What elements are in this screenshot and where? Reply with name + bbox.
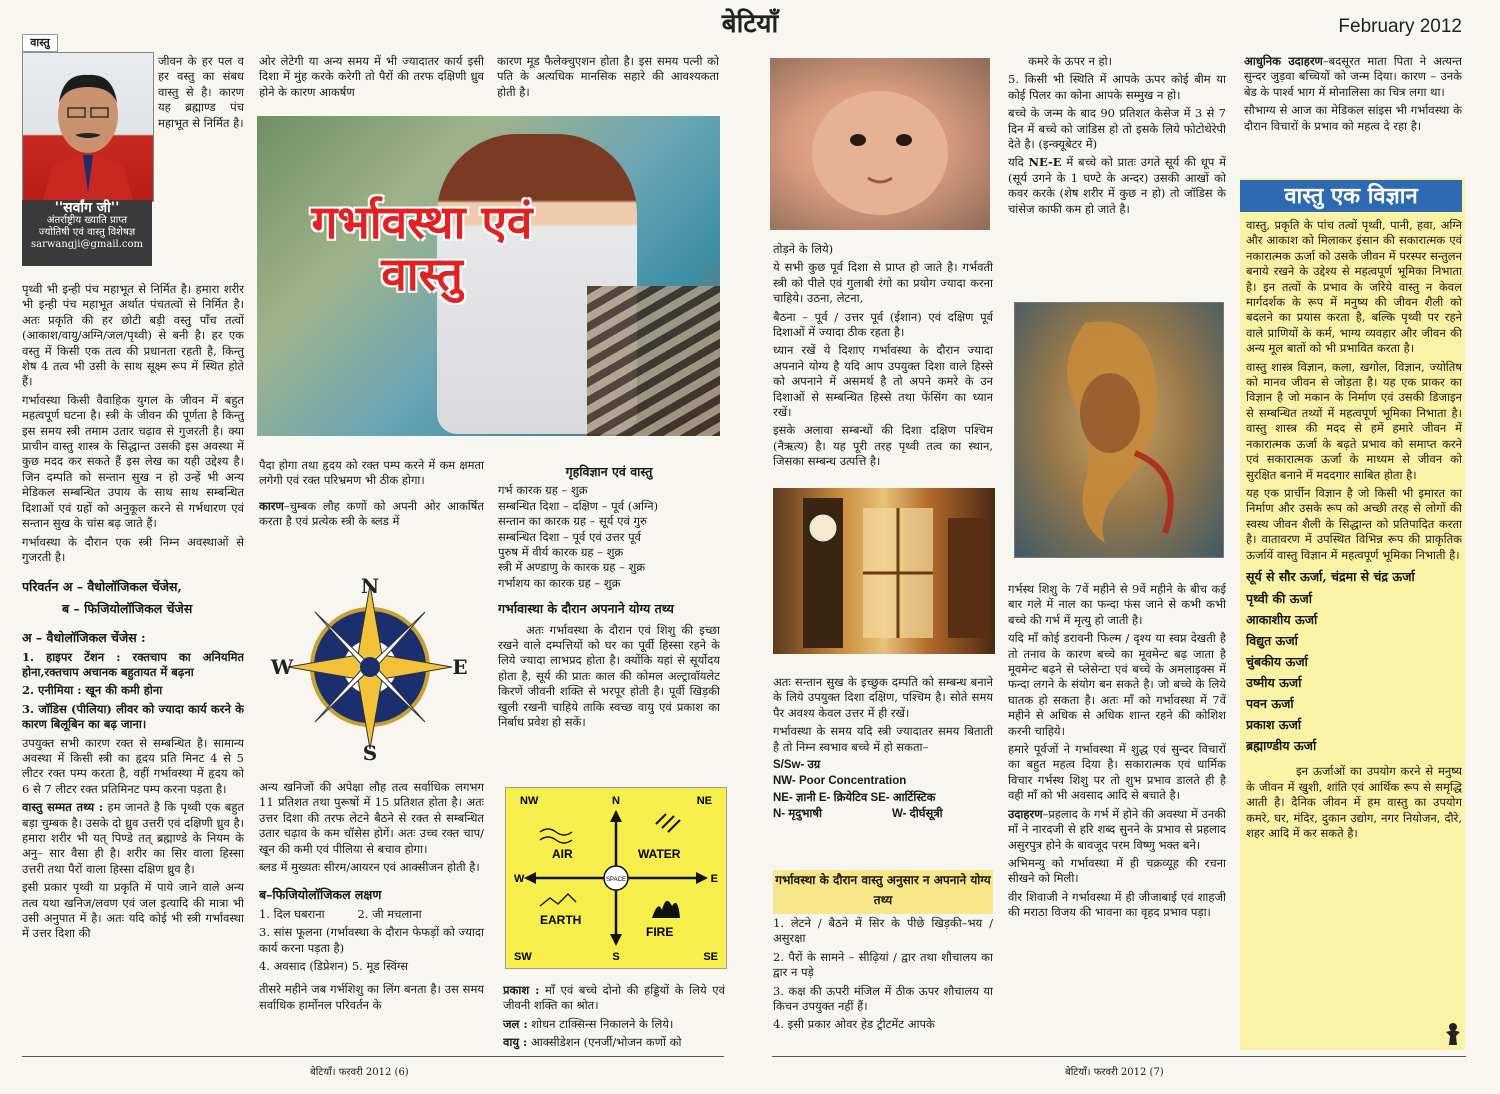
list-item: 2. एनीमिया : खून की कमी होना [22,683,163,698]
paragraph: वास्तु, प्रकृति के पांच तत्वों पृथ्वी, पानी, हवा, अग्नि और आकाश को मिलाकर इंसान की सकारात्मक एवं नकारात्मक ऊर्जा को उसके जीवन में परस्पर सन्तुलन बनाये रखने के उद्देश्य से महत्वपूर्ण भूमिका निभाता है। इन तत्वों के प्रभाव के जरिये वास्तु न केवल मार्गदर्शक के रूप में मनुष्य की जीवन शैली को बदलने का प्रयास करता है, बल्कि पृथ्वी पर रहने वाले प्राणियों के कर्म, भाग्य व्यवहार और जीवन की अन्य मूल बातों को भी प्रभावित करता है। [1246,218,1462,356]
trait-line [773,807,993,822]
list-item: 5. किसी भी स्थिति में आपके ऊपर कोई बीम या कोई पिलर का कोना आपके सम्मुख न हो। [1008,72,1226,102]
paragraph: गर्भावस्था के दौरान एक स्त्री निम्न अवस्थाओं से गुजरती है। [22,534,244,564]
paragraph: बच्चे के जन्म के बाद 90 प्रतिशत केसेज में 3 से 7 दिन में बच्चे को जांडिस हो तो इसके लिये फोटोथेरेपी देते है। (इन्क्यूबेटर में) [1008,106,1226,152]
paragraph: हमारे पूर्वजों ने गर्भावस्था में शुद्ध एवं सुन्दर विचारों का बहुत महत्व दिया है। सकारात्मक एवं धार्मिक विचार गर्भस्थ शिशु पर तो शुभ प्रभाव डालते ही है वही माँ को भी अवसाद आदि से बचाते है। [1008,742,1226,803]
subheading: ब–फिजियोलॉजिकल लक्षण [259,887,382,903]
inline-label: वास्तु सम्मत तथ्य : [22,800,104,815]
list-item: पृथ्वी की ऊर्जा [1246,591,1312,607]
paragraph: गर्भस्थ शिशु के 7वें महीने से 9वें महीने के बीच कई बार गले में नाल का फन्दा फंस जाने से कभी कभी बच्चे की गर्भ में मृत्यु हो जाती है। [1008,582,1226,627]
fetus-art-icon [1015,303,1223,557]
column-3a [498,458,720,784]
trait-n: N- मृदुभाषी [773,808,823,821]
baby-face-icon [770,58,990,230]
paragraph: ओर लेटेगी या अन्य समय में भी ज्यादातर कार्य इसी दिशा में मुंह करके करेगी तो पैरों की तरफ दक्षिणी ध्रुव होने के कारण आकर्षण [259,54,484,99]
col3-top [497,54,719,114]
dir-ne: NE [696,795,712,807]
footer-rule-left [22,1056,724,1057]
title-line-1: गर्भावस्था एवं [311,195,533,249]
inline-label: आधुनिक उदाहरण [1244,54,1323,68]
paragraph: यदि माँ कोई डरावनी फिल्म / दृश्य या स्वप्न देखती है तो तनाव के कारण बच्चे का मूवमेन्ट बढ़ जाता है मूवमेन्ट बढ़ने से प्लेसेन्टा एवं बच्चे के अमलाइक्स में फन्दा लगने के संयोग बन सकते है। जो बच्चे के लिये घातक हो सकता है। अतः माँ को गर्भावस्था में 7वें महीने से अधिक से अधिक शान्त रहने की कोशिश करनी चाहिये। [1008,631,1226,738]
paragraph: इन ऊर्जाओं का उपयोग करने से मनुष्य के जीवन में खुशी, शांति एवं आर्थिक रूप से समृद्धि आती है। दैनिक जीवन में हम वास्तु का उपयोग कमरे, घर, मंदिर, दुकान उद्योग, नगर नियोजन, दौरे, शहर आदि में कर सकते है। [1246,764,1462,840]
inline-text: माँ एवं बच्चे दोनो की हड्डियों के लिये एवं जीवनी शक्ति का श्रोत। [503,983,725,1013]
direction-chart-icon [506,788,726,968]
inline-text: –प्रहलाद के गर्भ में होने की अवस्था में उनकी माँ ने नारदजी से हरि शब्द सुनने के प्रभाव से प्रहलाद असुरपुत्र होने के बावजूद परम विष्णु भक्त बने। [1008,806,1226,852]
article-title [262,196,582,300]
inline-label: उदाहरण [1008,806,1043,821]
dir-sw: SW [514,951,532,963]
list-item: गर्भ कारक ग्रह – शुक्र [498,483,588,498]
compass-rose [270,575,470,765]
fire-icon [652,901,680,918]
list-item: 3. कक्ष की ऊपरी मंजिल में ठीक ऊपर शौचालय या किचन उपयुक्त नहीं हैं। [773,983,993,1014]
inline-label: NE-E [1028,155,1062,170]
list-item: 1. लेटने / बैठने में सिर के पीछे खिड़की–भय / असुरक्षा [773,916,993,946]
trait-line: NW- Poor Concentration [773,775,907,788]
air-label: AIR [552,847,573,861]
paragraph: पैदा होगा तथा हृदय को रक्त पम्प करने में कम क्षमता लगेगी एवं रक्त परिभ्रमण भी ठीक होगा। [259,458,484,488]
list-item: 1. दिल घबराना 2. जी मचलाना [259,906,422,921]
paragraph [503,1017,725,1032]
dir-nw: NW [520,795,539,807]
water-label: WATER [638,847,681,861]
baby-photo [770,58,990,230]
subheading: ब – फिजियोलॉजिकल चेंजेस [62,600,193,616]
dir-n: N [612,795,620,807]
paragraph: तीसरे महीने जब गर्भशिशु का लिंग बनता है। उस समय सर्वाधिक हार्मोनल परिवर्तन के [259,982,484,1012]
column-4a [773,242,993,488]
inline-text: शोधन टाक्सिन्स निकालने के लिये। [527,1016,674,1031]
paragraph: तोड़ने के लिये) [773,242,834,256]
paragraph: गर्भावस्था के समय यदि स्त्री ज्यादातर समय बिताती है तो निम्न स्वभाव बच्चे में हो सकता– [773,724,993,754]
list-item: विद्युत ऊर्जा [1246,633,1298,649]
list-item: सम्बन्धित दिशा – पूर्व एवं उत्तर पूर्व [498,529,641,544]
earth-icon [540,894,576,906]
compass-s-label: S [362,741,378,765]
paragraph: कमरे के ऊपर न हो। [1028,54,1112,68]
footer-right: बेटियाँ। फरवरी 2012 (7) [1065,1067,1164,1078]
list-item: गर्भाशय का कारक ग्रह – शुक्र [498,575,621,590]
column-6b [1246,218,1462,1048]
logo-icon [1444,1022,1462,1050]
compass-w-label: W [270,655,294,679]
list-item: स्त्री में अण्डाणु के कारक ग्रह – शुक्र [498,560,646,575]
author-title-1: अंतर्राष्ट्रीय ख्याति प्राप्त [46,215,128,226]
air-icon [540,829,572,843]
bench-image [587,286,720,436]
paragraph: कारण मूड फैलेक्चुएशन होता है। इस समय पत्नी को पति के अत्यधिक मानसिक सहारे की आवश्यकता होती है। [497,54,719,99]
paragraph [259,499,484,530]
subheading: परिवर्तन अ – वैधोलॉजिकल चेंजेस, [22,579,182,595]
list-item: 4. अवसाद (डिप्रेशन) 5. मूड स्विंग्स [259,959,408,974]
inline-text: –बदसूरत माता पिता ने अत्यन्त सुन्दर जुड़वा बच्चियों को जन्म दिया। कारण – उनके बेड के पार्श्व भाग में मोनालिसा का चित्र लगा था। [1244,54,1462,99]
paragraph: उपयुक्त सभी कारण रक्त से सम्बन्धित है। सामान्य अवस्था में किसी स्त्री का हृदय प्रति मिनट 4 से 5 लीटर रक्त पम्प करता है, वहीं गर्भावस्था में हृदय को 6 से 7 लीटर रक्त प्रतिमिनट पम्प करना पड़ता है। [22,735,244,796]
paragraph [22,800,244,877]
dir-se: SE [703,951,718,963]
paragraph: वीर शिवाजी ने गर्भावस्था में ही जीजाबाई एवं शाहजी की मराठा विजय की भावना का वृहद प्रभाव पड़ा। [1008,889,1226,920]
trait-w: W- दीर्घसूत्री [892,808,943,821]
subheading: अ – वैधोलॉजिकल चेंजेस : [22,630,146,646]
paragraph: अतः सन्तान सुख के इच्छुक दम्पति को सम्बन्ध बनाने के लिये उपयुक्त दिशा दक्षिण, पश्चिम है। सोते समय पैर अवश्य केवल उत्तर में ही रखें। [773,675,993,720]
paragraph: यह एक प्रार्चीन विज्ञान है जो किसी भी इमारत का निर्माण और उसके रूप को अच्छी तरह से लोगों की स्वस्थ जीवन शैली के सिद्धान्त को प्रतिपादित करता है। वातावरण में उपस्थित विभिन्न रूप की प्राकृतिक ऊर्जायें वास्तु विज्ञान में महत्वपूर्ण भूमिका निभाती है। [1246,485,1462,562]
paragraph: अतः गर्भावस्था के दौरान एवं शिशु की इच्छा रखने वाले दम्पत्तियों को घर का पूर्वी हिस्सा रहने के लिये ज्यादा लाभप्रद होता है। क्योंकि यहां से सूर्योदय होता है, सूर्य की प्रातः काल की कोमल अल्ट्रावॉयलेट किरणें जीवनी शक्ति से भरपूर होती है। पूर्वी खिड़की खुली रखनी चाहिये ताकि स्वच्छ वायु एवं प्रकाश का निर्बाध प्रवेश हो सकें। [498,622,720,730]
planet-list [498,483,720,591]
column-4b [773,675,993,865]
column-4c [773,916,993,1056]
paragraph: पृथ्वी भी इन्ही पंच महाभूत से निर्मित है। हमारा शरीर भी इन्ही पंच महाभूत अर्थात पंचतत्वों से निर्मित है। अतः प्रकृति की हर छोटी बड़ी वस्तु पाँच तत्वों (आकाश/वायु/अग्नि/जल/पृथ्वी) से बनी है। हर एक वस्तु में किसी एक तत्व की प्रधानता रहती है, किन्तु शेष 4 तत्व भी उसी के साथ सूक्ष्म रूप में स्थित होते हैं। [22,282,244,389]
list-item: सन्तान का कारक ग्रह – सूर्य एवं गुरु [498,514,647,529]
paragraph: जीवन के हर पल व हर वस्तु का संबध वास्तु से है। कारण यह ब्रह्माण्ड पंच महाभूत से निर्मित है। [158,54,244,130]
dir-w: W [514,873,525,885]
list-item: उष्मीय ऊर्जा [1246,675,1302,691]
issue-date: February 2012 [1338,16,1462,37]
dir-e: E [710,873,718,885]
author-email[interactable]: sarwangji@gmail.com [30,239,144,250]
magazine-title: बेटियाँ [721,9,779,39]
list-item: 3. जॉडिस (पीलिया) लीवर को ज्यादा कार्य करने के कारण बिलूबिन का बढ़ जाना। [22,701,244,732]
list-item: पवन ऊर्जा [1246,696,1294,712]
inline-text: हम जानते है कि पृथ्वी एक बहुत बड़ा चुम्बक है। उसके दो ध्रुव उत्तरी एवं दक्षिणी ध्रुव है। हमारा शरीर भी यत् पिण्डे तत् ब्रह्माण्डे के नियम के अनु– सार वैसा ही है। शरीर का सिर वाला हिस्सा उत्तरी तथा पैरों वाला हिस्सा दक्षिण ध्रुव है। [22,800,244,876]
compass-rose-icon [270,575,470,765]
paragraph: वास्तु शास्त्र विज्ञान, कला, खगोल, विज्ञान, ज्योतिष को मानव जीवन से जोड़ता है। यह एक प्राकर का विज्ञान है जो मकान के निर्माण एवं उसकी डिजाइन से सम्बन्धित तथ्यों में महत्वपूर्ण भूमिका निभाता है। वास्तु शास्त्र की मदद से हमें हमारे जीवन में नकारात्मक ऊर्जा के बढ़ते प्रभाव को समाप्त करने एवं सकारात्मक ऊर्जा के माध्यम से जीवन को सुरक्षित बनाने में मददगार साबित होता है। [1246,359,1462,482]
col2-top [259,54,484,114]
section-tag: वास्तु [22,34,58,52]
paragraph: गर्भावस्था किसी वैवाहिक युगल के जीवन में बहुत महत्वपूर्ण घटना है। स्त्री के जीवन की पूर्णता है किन्तु इस समय स्त्री तमाम उतार चढ़ाव से गुजरती है। क्या प्राचीन वास्तु शास्त्र के सिद्धान्त उसकी इस अवस्था में कुछ मदद कर सकते हैं इस लेख का यही उद्देश्य है। जिन दम्पति को सन्तान सुख न हो उन्हें भी अन्य मेडिकल सम्बन्धित उपाय के साथ साथ सम्बन्धित दिशाओं एवं ग्रहों को अनुकूल करने से गर्भधारण एवं सन्तान सुख के चांस बढ़ जाते हैं। [22,392,244,531]
earth-label: EARTH [540,913,582,927]
paragraph: अन्य खनिजों की अपेक्षा लौह तत्व सर्वाधिक लगभग 11 प्रतिशत तथा पुरूषों में 15 प्रतिशत होता है। अतः उत्तर दिशा की तरफ लेटने बैठने से रक्त से सम्बन्धित उतार चढ़ाव के कम चॉसेस होगें। अतः उच्च रक्त चाप/खून की कमी एवं पीलिया से बचाव होगा। [259,780,484,856]
paragraph [503,983,725,1014]
inline-label: प्रकाश : [503,983,540,997]
author-name: ''सर्वांग जी'' [54,200,120,216]
paragraph: अभिमन्यु को गर्भावस्था में ही चक्रव्यूह की रचना सीखने को मिली। [1008,855,1226,886]
footer-rule-right [772,1056,1466,1057]
energy-list [1246,588,1462,756]
list-item: प्रकाश ऊर्जा [1246,717,1302,733]
paragraph: ये सभी कुछ पूर्व दिशा से प्राप्त हो जाते है। गर्भवती स्त्री को पीले एवं गुलाबी रंगो का प्रयोग ज्यादा करना चाहिये। उठना, लेटना, [773,260,993,306]
paragraph: बैठना – पूर्व / उत्तर पूर्व (ईशान) एवं दक्षिण पूर्व दिशाओं में ज्यादा ठीक रहता है। [773,309,993,340]
paragraph: ध्यान रखें ये दिशाए गर्भावस्था के दौरान ज्यादा अपनाने योग्य है यदि आप उपयुक्त दिशा वाले हिस्से को अपनाने में असमर्थ है तो अपने कमरे के उन दिशाओं से सम्बन्धित हिस्से तथा फेंसिंग का ध्यान रखें। [773,343,993,420]
inline-text: यदि [1008,155,1029,170]
subheading: गर्भावास्था के दौरान अपनाने योग्य तथ्य [498,601,674,617]
paragraph: इसके अलावा सम्बन्धों की दिशा दक्षिण पश्चिम (नैऋत्य) है। यह पूरी तरह पृथ्वी तत्व का स्थान, जिसका सम्बन्ध उत्पत्ति है। [773,423,993,469]
inline-label: कारण [259,498,284,513]
inline-label: वायु : [503,1035,528,1050]
column-2a [259,458,484,568]
subheading: गृहविज्ञान एवं वास्तु [565,464,653,479]
author-title-2: ज्योतिषी एवं वास्तु विशेषज्ञ [38,227,136,238]
list-item: पुरुष में वीर्य कारक ग्रह – शुक्र [498,545,624,560]
list-item: चुंबकीय ऊर्जा [1246,654,1308,670]
interior-photo [773,488,995,654]
paragraph: सौभाग्य से आज का मेडिकल सांइस भी गर्भावस्था के दौरान विचारों के प्रभाव को महत्व दे रहा है। [1244,103,1462,133]
column-5a [1008,54,1226,294]
inline-text: में बच्चे को प्रातः उगते सूर्य की धूप में (सूर्य उगने के 1 घण्टे के अन्दर) उसकी आखों को कवर करके (शेष शरीर में कुछ न हो) तो जॉडिस के चांसेज काफी कम हो जाते है। [1008,155,1226,216]
trait-line: S/Sw- उग्र [773,759,821,772]
inline-text: आक्सीडेशन (एनर्जी/भोजन कणों को [527,1035,682,1050]
list-item: 3. सांस फूलना (गर्भावस्था के दौरान फेफड़ों को ज्यादा कार्य करना पड़ता है) [259,925,484,955]
list-item: 1. हाइपर टेंशन : रक्तचाप का अनियमित होना,रक्तचाप अचानक बहुतायत में बढ़ना [22,649,244,679]
column-3b [503,983,725,1055]
space-label: SPACE [606,877,626,883]
column-5b [1008,582,1226,1057]
paragraph [1244,54,1462,100]
compass-n-label: N [360,575,380,598]
paragraph [1008,155,1226,217]
title-line-2: वास्तु [381,247,463,301]
footer-left: बेटियाँ। फरवरी 2012 (6) [310,1067,409,1078]
direction-element-chart [505,787,727,969]
inline-text: –चुम्बक लौह कणों को अपनी ओर आकर्षित करता है एवं प्रत्येक स्त्री के ब्लड में [259,498,484,529]
column-2b [259,780,484,1060]
dir-s: S [612,951,620,963]
water-icon [656,814,680,832]
list-item: ब्रह्माण्डीय ऊर्जा [1246,738,1317,754]
paragraph: इसी प्रकार पृथ्वी या प्रकृति में पाये जाने वाले अन्य तत्व यथा खनिज/लवण एवं जल इत्यादि की मात्रा भी उसी अनुपात में है। अतः यदि कोई भी स्त्री गर्भावस्था में उत्तर दिशा की [22,880,244,941]
paragraph: ब्लड में मुख्यतः सीरम/आयरन एवं आक्सीजन होती है। [259,860,480,875]
list-item: 4. इसी प्रकार ओवर हेड ट्रीटमेंट आपके [773,1017,935,1032]
vastu-science-banner: वास्तु एक विज्ञान [1240,180,1462,212]
subheading: सूर्य से सौर ऊर्जा, चंद्रमा से चंद्र ऊर्जा [1246,568,1415,584]
compass-e-label: E [452,655,468,679]
fetus-artwork [1014,302,1224,558]
column-6a [1244,54,1462,176]
paragraph [1008,807,1226,853]
inline-label: जल : [503,1016,528,1031]
avoid-facts-box: गर्भावस्था के दौरान वास्तु अनुसार न अपनाने योग्य तथ्य [773,870,993,914]
fire-label: FIRE [646,925,674,939]
list-item: सम्बन्धित दिशा – दक्षिण – पूर्व (अग्नि) [498,498,659,513]
list-item: 2. पैरों के सामने – सीढ़ियां / द्वार तथा शौचालय का द्वार न पड़े [773,949,993,980]
paragraph [503,1035,725,1050]
list-item: आकाशीय ऊर्जा [1246,612,1318,628]
trait-line: NE- ज्ञानी E- क्रियेटिव SE- आर्टिस्टिक [773,791,936,804]
clock-room-icon [773,488,995,654]
column-1 [22,174,244,1054]
